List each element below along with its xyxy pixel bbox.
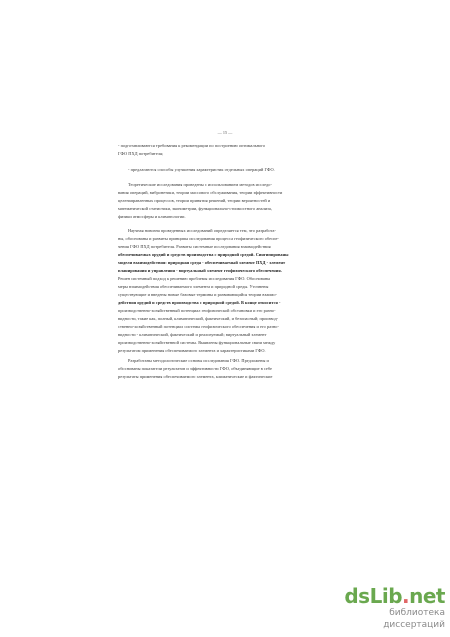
text-line: модели взаимодействия: природная среда - обеспечиваемый элемент ПХД - элемент (118, 260, 286, 265)
text-line: обеспечиваемых орудий и средств производства с природной средой. Сингипированы (118, 252, 289, 257)
text-line: существующие и введены новые базовые термины и развивающийся теории взаимо- (118, 292, 277, 297)
text-line: Научная новизна проведенных исследований определяется тем, что разработа- (128, 228, 276, 233)
watermark-logo-dot: . (402, 584, 410, 608)
text-line: обоснованы показатели результатов и эффективности ГФО, объединяющие в себе (118, 366, 273, 371)
text-line: Разработаны методологические основы исследования ГФО. Предложены и (128, 358, 269, 363)
watermark-logo (340, 586, 445, 606)
text-line: целенаправленных процессов, теории принятия решений, теории вероятностей и (118, 198, 271, 203)
watermark-logo-net: net (409, 584, 445, 608)
text-line: меры взаимодействия обеспечиваемого элемента и природной среды. Уточнены (118, 284, 269, 289)
text-line: производственно-хозяйственный потенциал геофизической обстановки и его разно- (118, 308, 276, 313)
text-line: планирования и управления - виртуальный элемент геофизического обеспечения. (118, 268, 282, 273)
text-line: Решен системный подход к решению проблемы исследования ГФО. Обоснованы (118, 276, 271, 281)
text-line: - предлагаются способы улучшения характеристик отдельных операций ГФО. (128, 167, 275, 172)
text-line: математической статистики, эконометрии, функционально-стоимостного анализа, (118, 206, 272, 211)
text-line: вания операций, вибронетики, теории массового обслуживания, теории эффективности (118, 190, 283, 195)
page-number: — 15 — (217, 130, 233, 135)
text-line: - подготавливаются требования к рекомендации по построению оптимального (118, 143, 266, 148)
watermark-logo-lib: Lib (369, 584, 403, 608)
text-line: видности, такие как, полный, климатический, фактический, и безопасный; производ- (118, 316, 279, 321)
text-line: видности - климатический, фактический и реализуемый; виртуальный элемент (118, 332, 267, 337)
text-line: ны, обоснованы и развиты принципы исследования процесса геофизического обеспе- (118, 236, 279, 241)
text-line: результатом применения обеспечиваемого элемента и характеристиками ГФО. (118, 348, 266, 353)
text-line: результаты применения обеспечиваемого элемента, климатические и фактические (118, 374, 273, 379)
text-line: производственно-хозяйственной системы. Выявлены функциональные связи между (118, 340, 276, 345)
text-line: действия орудий и средств производства с природной средой. В конце относится - (118, 300, 281, 305)
watermark-subtitle: библиотека диссертаций (383, 608, 445, 630)
text-line: Теоретические исследования проведены с использованием методов исследо- (128, 182, 272, 187)
text-line: физики атмосферы и климатологии. (118, 214, 186, 219)
watermark-logo-ds: ds (344, 584, 370, 608)
text-line: ГФО ПХД потребителя; (118, 151, 164, 156)
text-line: ственно-хозяйственный потенциал системы геофизического обеспечения и его разно- (118, 324, 279, 329)
text-line: чения ГФО ПХД потребителя. Развиты системные исследования взаимодействия (118, 244, 271, 249)
watermark (340, 586, 445, 631)
